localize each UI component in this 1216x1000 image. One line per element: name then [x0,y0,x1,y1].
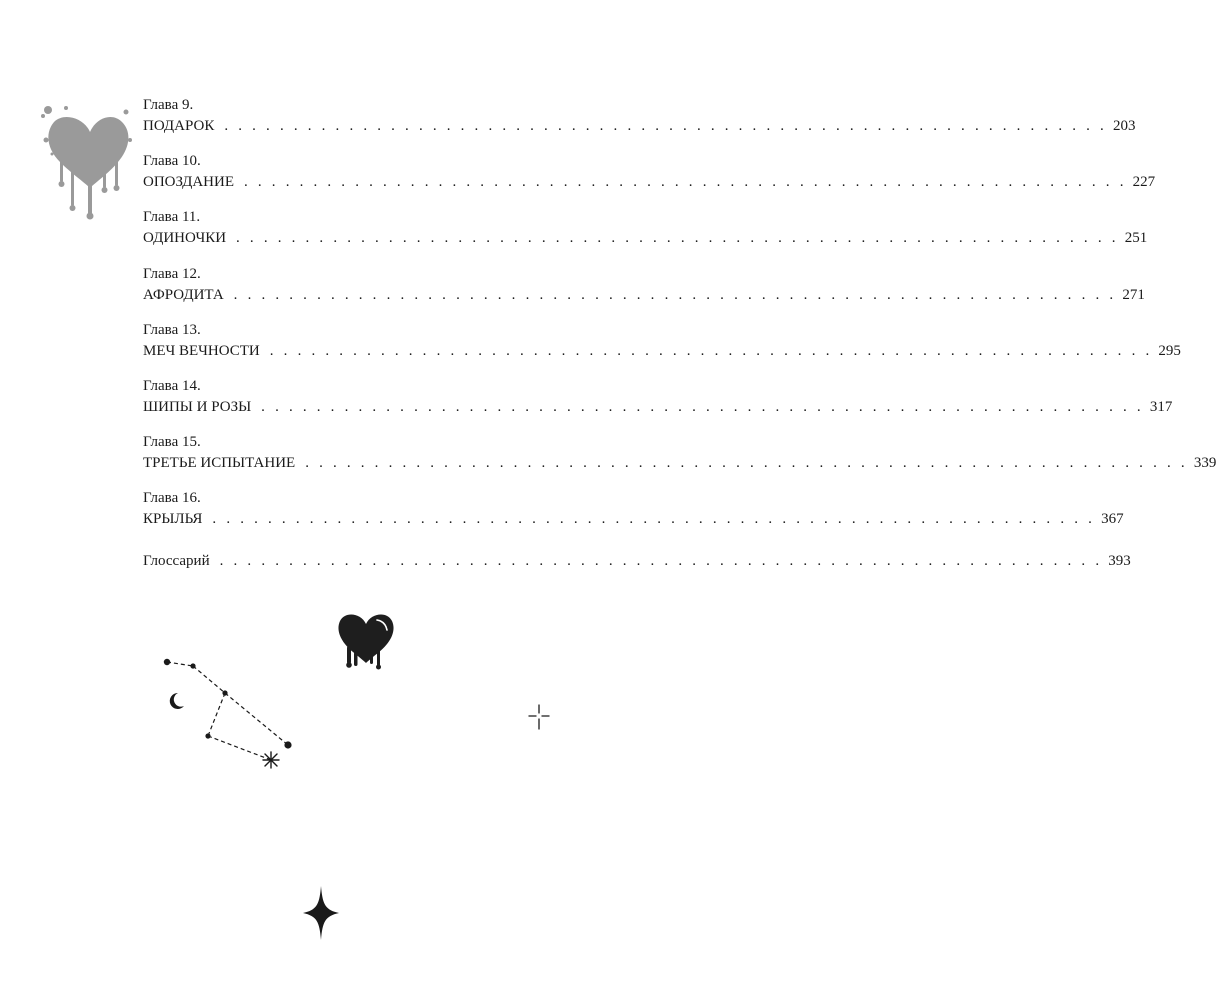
toc-entry-11[interactable] [143,208,1148,248]
toc-entry-16[interactable] [143,489,1124,529]
leader-dots: . . . . . . . . . . . . . . . . . . . . . . . . . . . . . . . . . . . . . . . . . . . . . . . . . . . . . . . . . . . . . . . . [261,399,1144,415]
chapter-number: Глава 13. [143,322,201,338]
page-number: 393 [1108,553,1131,569]
toc-entry-glossary[interactable] [143,551,1131,571]
page-number: 227 [1132,174,1156,190]
toc-entry-14[interactable] [143,377,1173,417]
chapter-title: ШИПЫ И РОЗЫ [143,399,252,415]
leader-dots: . . . . . . . . . . . . . . . . . . . . . . . . . . . . . . . . . . . . . . . . . . . . . . . . . . . . . . . . . . . . . . . . [212,511,1096,527]
page-number: 367 [1101,511,1124,527]
chapter-number: Глава 12. [143,266,201,282]
toc-entry-9[interactable] [143,96,1136,136]
leader-dots: . . . . . . . . . . . . . . . . . . . . . . . . . . . . . . . . . . . . . . . . . . . . . . . . . . . . . . . . . . . . . . . . [269,343,1153,359]
page-number: 317 [1149,399,1173,415]
page-number: 339 [1193,455,1216,471]
page-number: 251 [1124,230,1148,246]
page-number: 203 [1113,118,1136,134]
leader-dots: . . . . . . . . . . . . . . . . . . . . . . . . . . . . . . . . . . . . . . . . . . . . . . . . . . . . . . . . . . . . . . . . [219,553,1103,569]
chapter-title: ОДИНОЧКИ [143,230,227,246]
thin-star-icon [528,704,550,730]
leader-dots: . . . . . . . . . . . . . . . . . . . . . . . . . . . . . . . . . . . . . . . . . . . . . . . . . . . . . . . . . . . . . . . . [233,287,1117,303]
grey-dripping-heart-icon [40,96,136,220]
page-number: 271 [1122,287,1145,303]
leader-dots: . . . . . . . . . . . . . . . . . . . . . . . . . . . . . . . . . . . . . . . . . . . . . . . . . . . . . . . . . . . . . . . . [224,118,1108,134]
toc-entry-10[interactable] [143,152,1156,192]
toc-entry-13[interactable] [143,321,1181,361]
sparkle-star-icon [303,886,339,940]
glossary-title: Глоссарий [143,553,210,569]
chapter-number: Глава 15. [143,434,201,450]
chapter-title: АФРОДИТА [143,287,224,303]
chapter-title: МЕЧ ВЕЧНОСТИ [143,343,260,359]
crescent-moon-icon [166,691,186,711]
chapter-title: ТРЕТЬЕ ИСПЫТАНИЕ [143,455,296,471]
chapter-number: Глава 10. [143,153,201,169]
chapter-number: Глава 11. [143,209,201,225]
constellation-icon [155,650,300,775]
leader-dots: . . . . . . . . . . . . . . . . . . . . . . . . . . . . . . . . . . . . . . . . . . . . . . . . . . . . . . . . . . . . . . . . [305,455,1188,471]
chapter-title: КРЫЛЬЯ [143,511,203,527]
dark-dripping-heart-icon [335,610,397,678]
chapter-title: ОПОЗДАНИЕ [143,174,234,190]
chapter-number: Глава 16. [143,490,201,506]
chapter-title: ПОДАРОК [143,118,215,134]
page-number: 295 [1158,343,1181,359]
leader-dots: . . . . . . . . . . . . . . . . . . . . . . . . . . . . . . . . . . . . . . . . . . . . . . . . . . . . . . . . . . . . . . . . [236,230,1119,246]
chapter-number: Глава 9. [143,97,194,113]
chapter-number: Глава 14. [143,378,201,394]
leader-dots: . . . . . . . . . . . . . . . . . . . . . . . . . . . . . . . . . . . . . . . . . . . . . . . . . . . . . . . . . . . . . . . . [244,174,1127,190]
toc-entry-12[interactable] [143,265,1145,305]
toc-entry-15[interactable] [143,433,1216,473]
